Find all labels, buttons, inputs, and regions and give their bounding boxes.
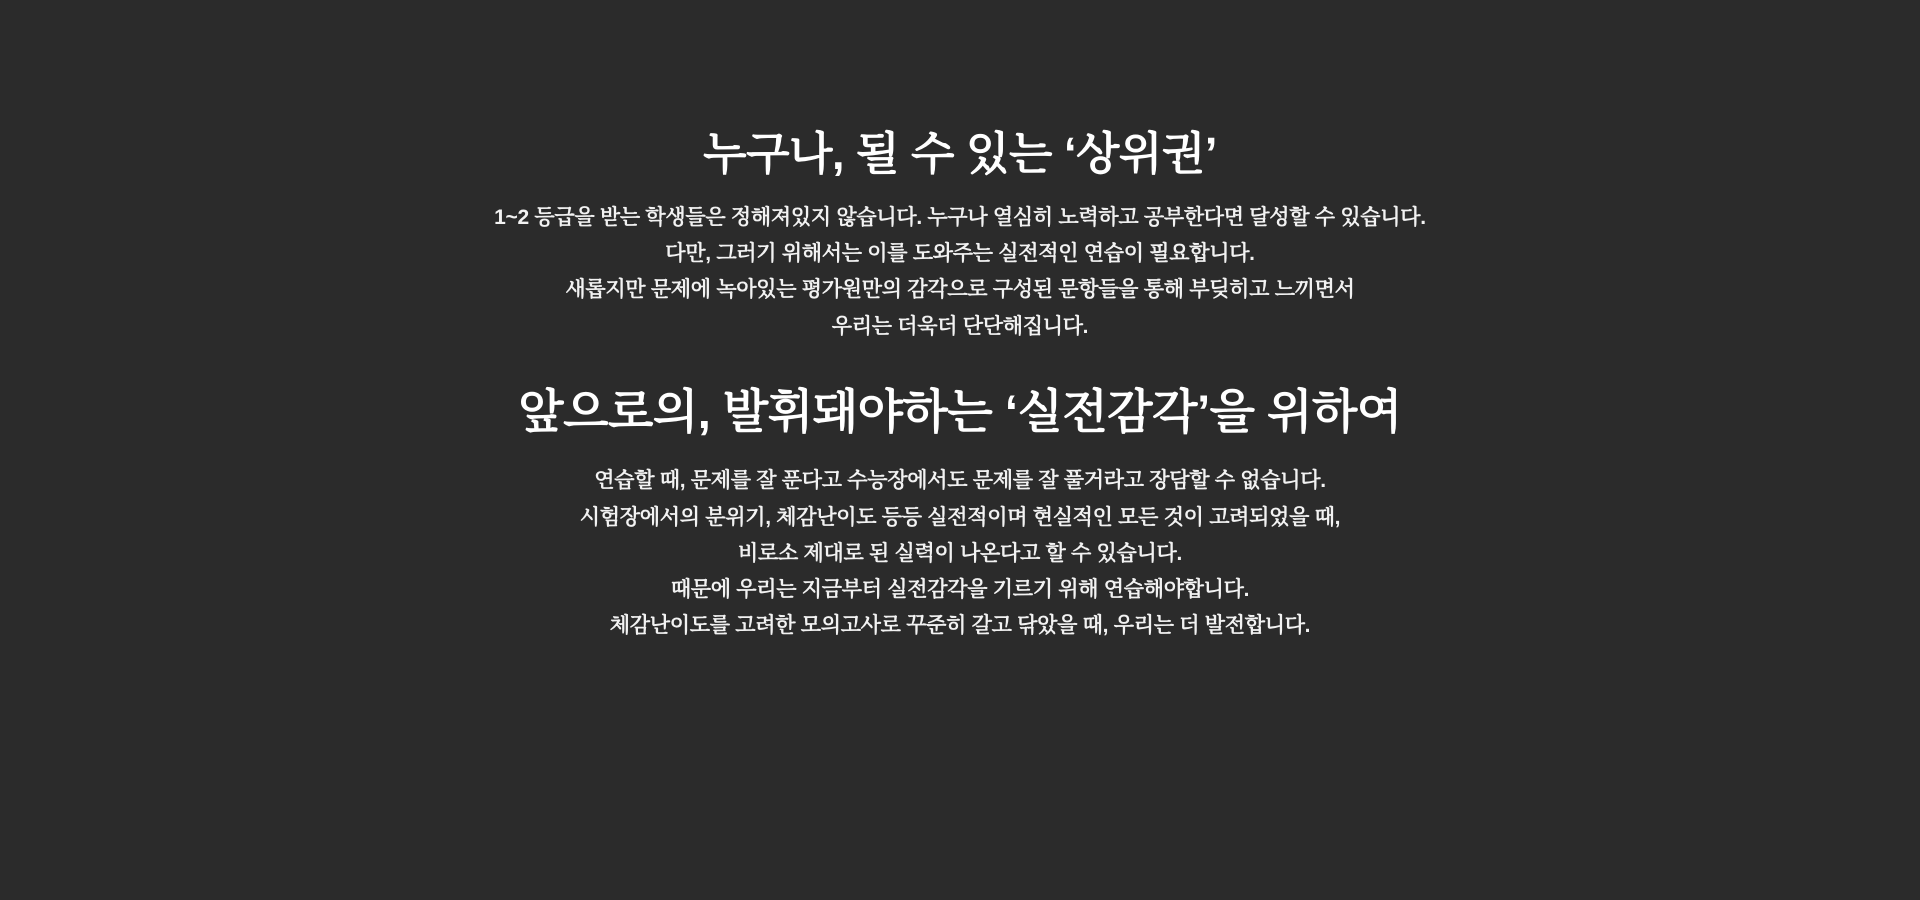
- body-line: 연습할 때, 문제를 잘 푼다고 수능장에서도 문제를 잘 풀거라고 장담할 수 없습니다.: [594, 469, 1326, 493]
- body-line: 시험장에서의 분위기, 체감난이도 등등 실전적이며 현실적인 모든 것이 고려되었을 때,: [579, 505, 1341, 529]
- body-line: 1~2 등급을 받는 학생들은 정해져있지 않습니다. 누구나 열심히 노력하고 공부한다면 달성할 수 있습니다.: [494, 206, 1426, 230]
- body-line: 체감난이도를 고려한 모의고사로 꾸준히 갈고 닦았을 때, 우리는 더 발전합니다.: [609, 613, 1311, 637]
- section-real-exam-sense: [0, 383, 1920, 644]
- body-real-exam-sense: [0, 463, 1920, 644]
- body-line: 비로소 제대로 된 실력이 나온다고 할 수 있습니다.: [738, 541, 1182, 565]
- body-line: 다만, 그러기 위해서는 이를 도와주는 실전적인 연습이 필요합니다.: [665, 242, 1255, 266]
- headline-top-tier: 누구나, 될 수 있는 ‘상위권’: [703, 128, 1217, 179]
- section-top-tier: [0, 126, 1920, 345]
- body-top-tier: [0, 200, 1920, 344]
- headline-real-exam-sense: 앞으로의, 발휘돼야하는 ‘실전감각’을 위하여: [518, 384, 1402, 438]
- body-line: 새롭지만 문제에 녹아있는 평가원만의 감각으로 구성된 문항들을 통해 부딪히고 느끼면서: [565, 278, 1355, 302]
- body-line: 우리는 더욱더 단단해집니다.: [831, 314, 1089, 338]
- body-line: 때문에 우리는 지금부터 실전감각을 기르기 위해 연습해야합니다.: [670, 577, 1250, 601]
